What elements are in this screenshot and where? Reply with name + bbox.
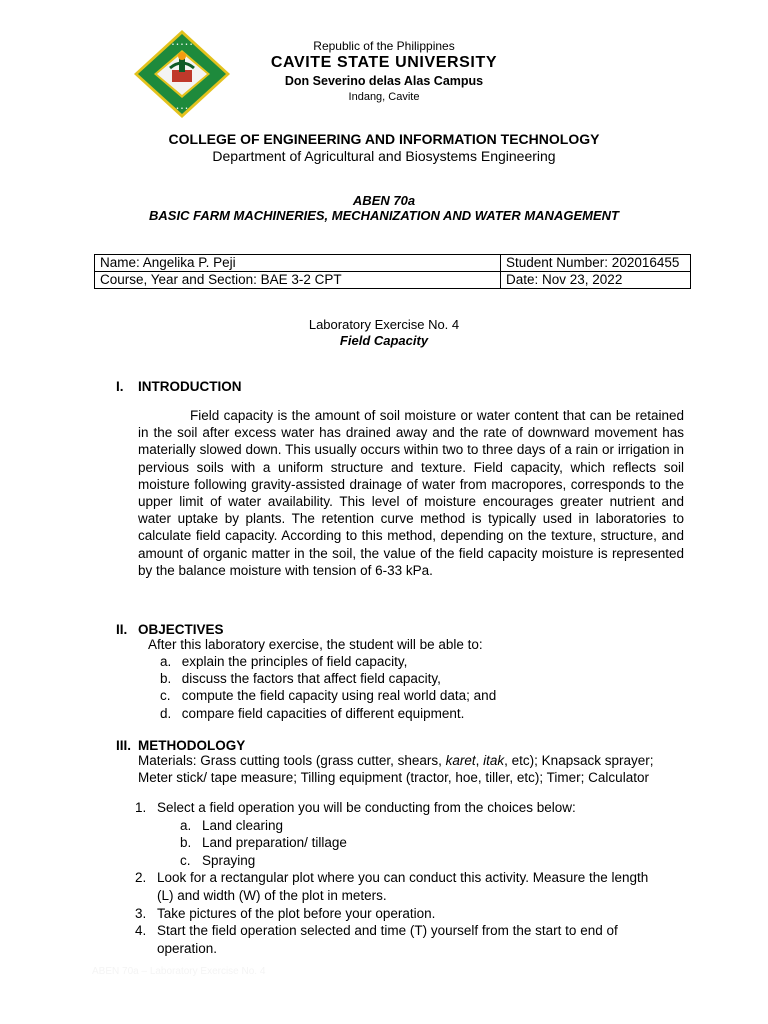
header-republic: Republic of the Philippines — [313, 39, 455, 53]
step-4: 4. Start the field operation selected and time (T) yourself from the start to end of — [135, 923, 618, 938]
student-name: Name: Angelika P. Peji — [95, 255, 501, 272]
section-number: I. — [116, 379, 124, 394]
materials-line-1: Materials: Grass cutting tools (grass cutter, shears, karet, itak, etc); Knapsack sprayer; — [138, 753, 654, 768]
department-name: Department of Agricultural and Biosystems Engineering — [212, 148, 556, 164]
step-4-continued: operation. — [157, 941, 218, 956]
student-number: Student Number: 202016455 — [501, 255, 691, 272]
step-3: 3. Take pictures of the plot before your operation. — [135, 906, 436, 921]
list-item: a. Land clearing — [180, 818, 284, 833]
date: Date: Nov 23, 2022 — [501, 272, 691, 289]
section-number: III. — [116, 738, 132, 753]
lab-exercise-title: Field Capacity — [339, 333, 429, 348]
list-item: b. discuss the factors that affect field capacity, — [160, 671, 441, 686]
table-row — [95, 255, 691, 272]
step-2-continued: (L) and width (W) of the plot in meters. — [157, 888, 387, 903]
lab-exercise-number: Laboratory Exercise No. 4 — [308, 317, 460, 332]
student-info-table — [94, 254, 691, 289]
svg-text:• • •: • • • — [175, 106, 189, 112]
course-code: ABEN 70a — [352, 193, 416, 208]
step-1: 1. Select a field operation you will be conducting from the choices below: — [135, 800, 576, 815]
introduction-body: Field capacity is the amount of soil moisture or water content that can be retained in the soil after excess water has drained away and the rate of downward movement has materially slowed down. This usually occurs within two to three days of a rain or irrigation in pervious soils with a uniform structure and texture. Field capacity, which reflects soil moisture following gravity-assisted drainage of water from macropores, corresponds to the upper limit of water availability. This level of moisture encourages greater nutrient and water uptake by plants. The retention curve method is typically used in laboratories to calculate field capacity. According to this method, depending on the texture, structure, and amount of organic matter in the soil, the value of the field capacity moisture is represented by the balance moisture with tension of 6-33 kPa. — [138, 408, 684, 578]
header-location: Indang, Cavite — [348, 91, 420, 103]
section-number: II. — [116, 622, 128, 637]
step-2: 2. Look for a rectangular plot where you can conduct this activity. Measure the length — [135, 870, 649, 885]
college-name: COLLEGE OF ENGINEERING AND INFORMATION TECHNOLOGY — [168, 131, 600, 147]
table-row — [95, 272, 691, 289]
header-university: CAVITE STATE UNIVERSITY — [270, 54, 498, 71]
page-footer: ABEN 70a – Laboratory Exercise No. 4 — [92, 966, 266, 977]
list-item: c. compute the field capacity using real world data; and — [160, 688, 497, 703]
section-title: METHODOLOGY — [138, 738, 246, 753]
introduction-heading — [116, 379, 242, 394]
methodology-heading — [116, 738, 245, 753]
course-title: BASIC FARM MACHINERIES, MECHANIZATION AND WATER MANAGEMENT — [149, 208, 619, 223]
list-item: b. Land preparation/ tillage — [180, 835, 347, 850]
section-title: OBJECTIVES — [138, 622, 224, 637]
section-title: INTRODUCTION — [138, 379, 242, 394]
header-campus: Don Severino delas Alas Campus — [284, 74, 484, 88]
list-item: a. explain the principles of field capacity, — [160, 654, 408, 669]
list-item: c. Spraying — [180, 853, 256, 868]
materials-line-2: Meter stick/ tape measure; Tilling equipment (tractor, hoe, tiller, etc); Timer; Calculator — [138, 770, 649, 785]
objectives-lead: After this laboratory exercise, the student will be able to: — [148, 637, 483, 652]
svg-text:• • • • •: • • • • • — [171, 42, 193, 48]
objectives-heading — [116, 622, 224, 637]
course-year-section: Course, Year and Section: BAE 3-2 CPT — [95, 272, 501, 289]
list-item: d. compare field capacities of different equipment. — [160, 706, 465, 721]
